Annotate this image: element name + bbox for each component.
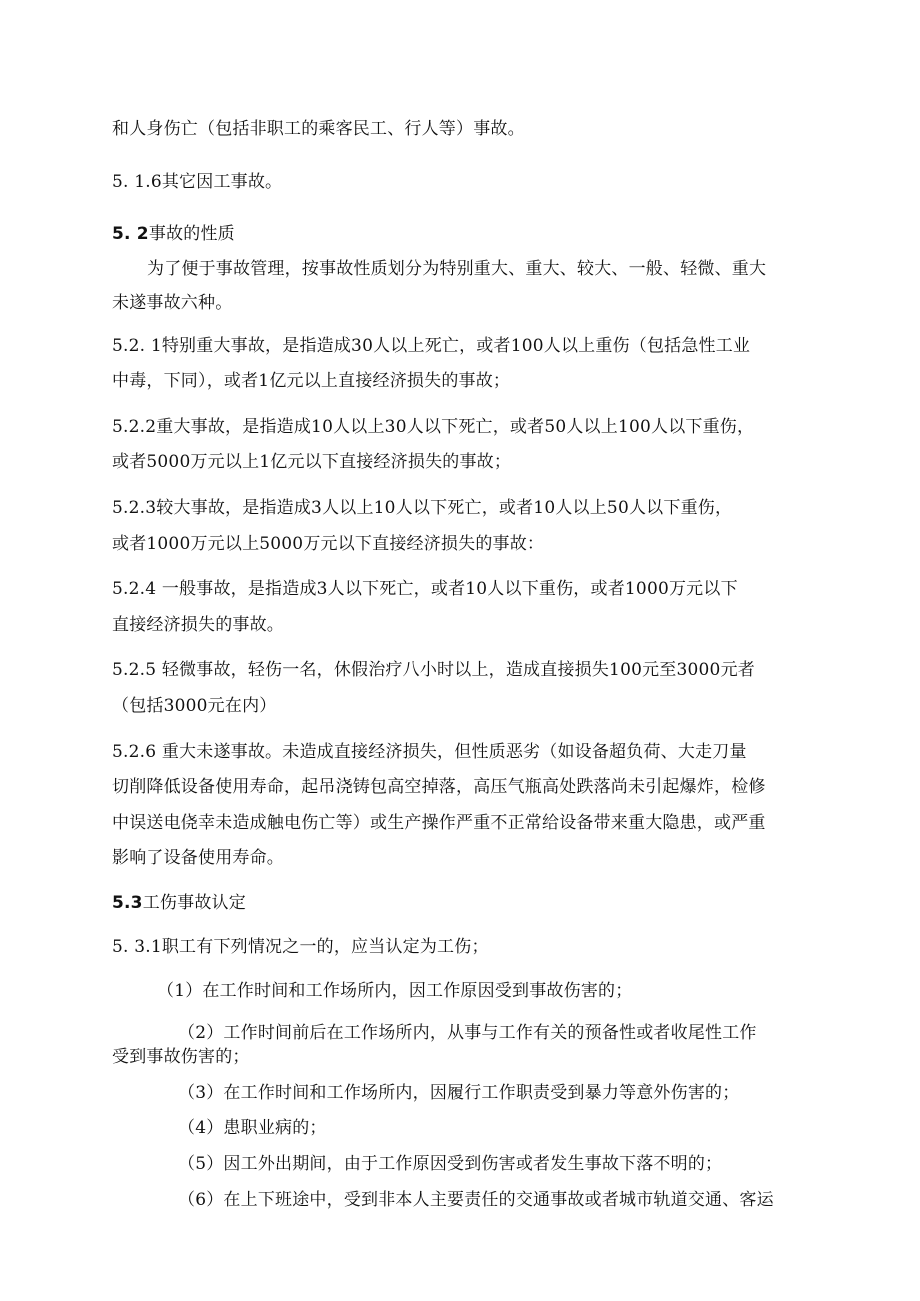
text-line-21: 5. 3.1职工有下列情况之一的，应当认定为工伤； [112,937,489,957]
heading-5-2-number: 5. 2 [112,224,149,244]
text-line-10: 5.2.3较大事故，是指造成3人以上10人以下死亡，或者10人以上50人以下重伤， [112,498,733,518]
text-line-1: 和人身伤亡（包括非职工的乘客民工、行人等）事故。 [112,119,525,139]
text-line-4: 为了便于事故管理，按事故性质划分为特别重大、重大、较大、一般、轻微、重大 [147,259,767,279]
text-line-9: 或者5000万元以上1亿元以下直接经济损失的事故； [112,452,512,472]
text-line-13: 直接经济损失的事故。 [112,615,284,635]
text-line-12: 5.2.4 一般事故，是指造成3人以下死亡，或者10人以下重伤，或者1000万元以下 [112,579,738,599]
list-item-1: （1）在工作时间和工作场所内，因工作原因受到事故伤害的； [157,981,633,1001]
text-line-18: 中误送电侥幸未造成触电伤亡等）或生产操作严重不正常给设备带来重大隐患，或严重 [112,813,766,833]
list-item-6: （6）在上下班途中，受到非本人主要责任的交通事故或者城市轨道交通、客运 [178,1190,774,1210]
text-line-15: （包括3000元在内） [112,696,277,716]
text-line-16: 5.2.6 重大未遂事故。未造成直接经济损失，但性质恶劣（如设备超负荷、大走刀量 [112,742,747,762]
text-line-14: 5.2.5 轻微事故，轻伤一名，休假治疗八小时以上，造成直接损失100元至3000元者 [112,660,755,680]
list-item-4: （4）患职业病的； [178,1118,327,1138]
list-item-2-continued: 受到事故伤害的； [112,1047,250,1067]
heading-5-3-number: 5.3 [112,893,143,913]
text-line-8: 5.2.2重大事故，是指造成10人以上30人以下死亡，或者50人以上100人以下重伤， [112,417,755,437]
text-line-7: 中毒，下同），或者1亿元以上直接经济损失的事故； [112,371,511,391]
text-line-19: 影响了设备使用寿命。 [112,848,284,868]
heading-5-2 [112,222,235,246]
list-item-5: （5）因工外出期间，由于工作原因受到伤害或者发生事故下落不明的； [178,1154,723,1174]
text-line-17: 切削降低设备使用寿命，起吊浇铸包高空掉落，高压气瓶高处跌落尚未引起爆炸，检修 [112,777,766,797]
heading-5-3 [112,891,246,915]
heading-5-3-title: 工伤事故认定 [142,893,246,913]
text-line-11: 或者1000万元以上5000万元以下直接经济损失的事故： [112,534,545,554]
text-line-2: 5. 1.6其它因工事故。 [112,172,283,192]
list-item-3: （3）在工作时间和工作场所内，因履行工作职责受到暴力等意外伤害的； [178,1083,740,1103]
text-line-6: 5.2. 1特别重大事故，是指造成30人以上死亡，或者100人以上重伤（包括急性工业 [112,336,751,356]
text-line-5: 未遂事故六种。 [112,293,233,313]
heading-5-2-title: 事故的性质 [148,224,235,244]
list-item-2: （2）工作时间前后在工作场所内，从事与工作有关的预备性或者收尾性工作 [178,1023,757,1043]
